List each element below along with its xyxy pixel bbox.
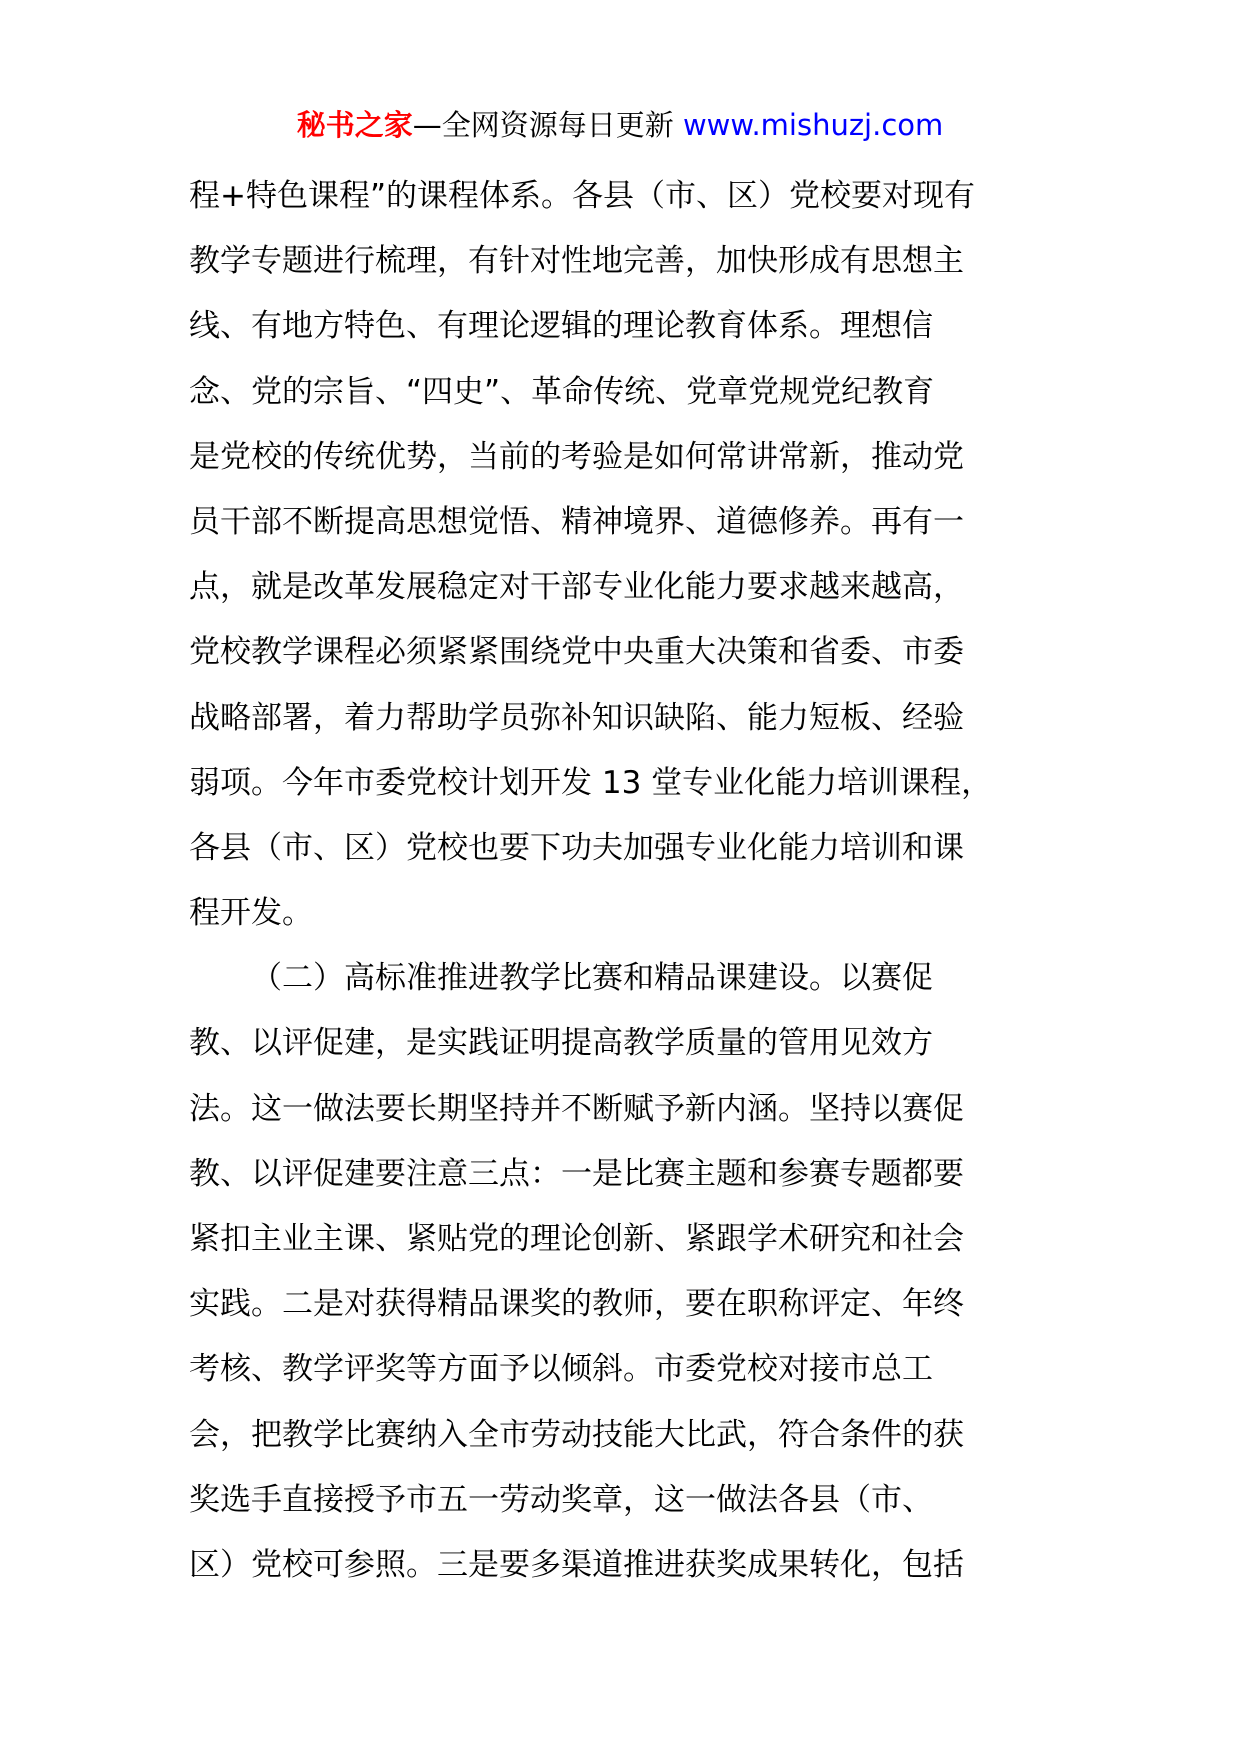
- text-line: 会，把教学比赛纳入全市劳动技能大比武，符合条件的获: [189, 1416, 964, 1453]
- text-line: 教、以评促建要注意三点：一是比赛主题和参赛专题都要: [189, 1155, 964, 1192]
- text-line: 紧扣主业主课、紧贴党的理论创新、紧跟学术研究和社会: [189, 1221, 964, 1257]
- text-line: 各县（市、区）党校也要下功夫加强专业化能力培训和课: [189, 829, 964, 866]
- text-line: 奖选手直接授予市五一劳动奖章，这一做法各县（市、: [189, 1481, 933, 1518]
- text-line: 线、有地方特色、有理论逻辑的理论教育体系。理想信: [189, 308, 933, 345]
- text-line: 员干部不断提高思想觉悟、精神境界、道德修养。再有一: [189, 503, 964, 540]
- brand-name: 秘书之家: [296, 108, 413, 142]
- website-link[interactable]: www.mishuzj.com: [682, 108, 944, 142]
- text-line: 教学专题进行梳理，有针对性地完善，加快形成有思想主: [189, 243, 964, 280]
- text-line: 是党校的传统优势，当前的考验是如何常讲常新，推动党: [189, 438, 964, 475]
- text-line: 实践。二是对获得精品课奖的教师，要在职称评定、年终: [189, 1286, 964, 1323]
- section-heading-line: （二）高标准推进教学比赛和精品课建设。以赛促: [251, 960, 933, 997]
- text-line: 考核、教学评奖等方面予以倾斜。市委党校对接市总工: [189, 1351, 933, 1388]
- page-header: [0, 103, 1240, 147]
- text-line: 程+特色课程”的课程体系。各县（市、区）党校要对现有: [189, 178, 976, 214]
- text-line: 程开发。: [189, 895, 313, 932]
- text-line: 教、以评促建，是实践证明提高教学质量的管用见效方: [189, 1025, 933, 1062]
- text-line: 党校教学课程必须紧紧围绕党中央重大决策和省委、市委: [189, 634, 964, 671]
- text-line: 弱项。今年市委党校计划开发 13 堂专业化能力培训课程，: [189, 764, 993, 801]
- text-line: 战略部署，着力帮助学员弥补知识缺陷、能力短板、经验: [189, 699, 964, 736]
- text-line: 法。这一做法要长期坚持并不断赋予新内涵。坚持以赛促: [189, 1090, 964, 1127]
- text-line: 念、党的宗旨、“四史”、革命传统、党章党规党纪教育: [189, 373, 935, 410]
- document-body: [189, 164, 1061, 1598]
- header-tagline: —全网资源每日更新: [412, 108, 683, 142]
- text-line: 区）党校可参照。三是要多渠道推进获奖成果转化，包括: [189, 1546, 964, 1583]
- text-line: 点，就是改革发展稳定对干部专业化能力要求越来越高，: [189, 569, 964, 606]
